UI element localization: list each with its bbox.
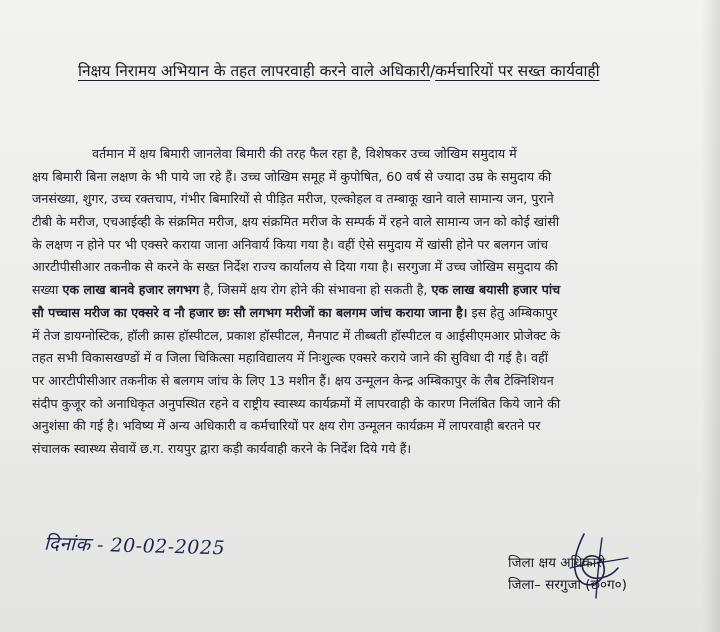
signatory-block xyxy=(508,552,627,596)
signatory-office: जिला– सरगुजा (छ०ग०) xyxy=(508,577,627,593)
body-line xyxy=(32,188,696,211)
body-text: के लक्षण न होने पर भी एक्सरे कराया जाना अनिवार्य किया गया है। वहीं ऐसे समुदाय में खांसी होने पर बलगन जांच xyxy=(32,236,548,252)
body-line xyxy=(32,211,696,234)
handwritten-date: दिनांक - 20-02-2025 xyxy=(43,532,226,560)
title-part-2: कर्मचारियों पर सख्त कार्यवाही xyxy=(435,62,600,80)
body-line xyxy=(32,393,696,416)
title-separator: / xyxy=(430,62,436,80)
body-paragraph xyxy=(32,143,696,461)
body-text: टीबी के मरीज, एचआईव्ही के संक्रमित मरीज, क्षय संक्रमित मरीज के सम्पर्क में रहने वाले सामान्य जन को कोई खांसी xyxy=(32,214,560,230)
body-text: इस हेतु अम्बिकापुर xyxy=(467,304,558,320)
body-line xyxy=(32,370,696,393)
body-line xyxy=(32,415,696,438)
bold-figure: एक लाख बयासी हजार पांच xyxy=(431,282,561,298)
body-text: तहत सभी विकासखण्डों में व जिला चिकित्सा महाविद्यालय में निःशुल्क एक्सरे कराये जाने की सुविधा दी गई है। वहीं xyxy=(32,350,549,366)
body-text: वर्तमान में क्षय बिमारी जानलेवा बिमारी की तरह फैल रहा है, विशेषकर उच्च जोखिम समुदाय में xyxy=(92,146,517,161)
body-text: में तेज डायग्नोस्टिक, हॉली क्रास हॉस्पीटल, प्रकाश हॉस्पीटल, मैनपाट में तीब्बती हॉस्पीटल व आईसीएमआर प्रोजेक्ट के xyxy=(32,327,561,343)
body-text: सख्या xyxy=(32,282,63,298)
body-line xyxy=(32,302,696,325)
body-line xyxy=(32,234,696,257)
title-part-1: निक्षय निरामय अभियान के तहत लापरवाही करने वाले अधिकारी xyxy=(78,62,431,80)
body-line xyxy=(32,143,696,166)
body-text: संदीप कुजूर को अनाधिकृत अनुपस्थित रहने व राष्ट्रीय स्वास्थ्य कार्यक्रमों में लापरवाही के कारण निलंबित किये जाने की xyxy=(32,395,561,411)
body-line xyxy=(32,166,696,189)
page-edge-shadow xyxy=(702,0,720,632)
body-line xyxy=(32,347,696,370)
bold-figure: सौ पच्चास मरीज का एक्सरे व नौ हजार छः सौ लगभग मरीजों का बलगम जांच कराया जाना है। xyxy=(32,304,468,320)
body-text: पर आरटीपीसीआर तकनीक से बलगम जांच के लिए 13 मशीन हैं। क्षय उन्मूलन केन्द्र अम्बिकापुर के लैब टेक्निशियन xyxy=(32,372,554,388)
body-line xyxy=(32,256,696,279)
body-line xyxy=(32,325,696,348)
body-text: संचालक स्वास्थ्य सेवायें छ.ग. रायपुर द्वारा कड़ी कार्यवाही करने के निर्देश दिये गये हैं। xyxy=(32,440,412,456)
body-line xyxy=(32,438,696,461)
body-text: अनुशंसा की गई है। भविष्य में अन्य अधिकारी व कर्मचारियों पर क्षय रोग उन्मूलन कार्यक्रम में लापरवाही बरतने पर xyxy=(32,418,541,434)
document-title xyxy=(78,60,688,82)
body-text: है, जिसमें क्षय रोग होने की संभावना हो सकती है, xyxy=(199,282,432,298)
signatory-designation: जिला क्षय अधिकारी xyxy=(508,555,606,571)
body-text: क्षय बिमारी बिना लक्षण के भी पाये जा रहे हैं। उच्च जोखिम समूह में कुपोषित, 60 वर्ष से ज्यादा उम्र के समुदाय की xyxy=(32,168,552,184)
bold-figure: एक लाख बानवे हजार लगभग xyxy=(62,282,200,298)
body-text: जनसंख्या, शुगर, उच्च रक्तचाप, गंभीर बिमारियों से पीड़ित मरीज, एल्कोहल व तम्बाकू खाने वाले सामान्य जन, पुराने xyxy=(32,191,554,207)
body-line xyxy=(32,279,696,302)
body-text: आरटीपीसीआर तकनीक से करने के सख्त निर्देश राज्य कार्यालय से दिया गया है। सरगुजा में उच्च जोखिम समुदाय की xyxy=(32,259,558,275)
